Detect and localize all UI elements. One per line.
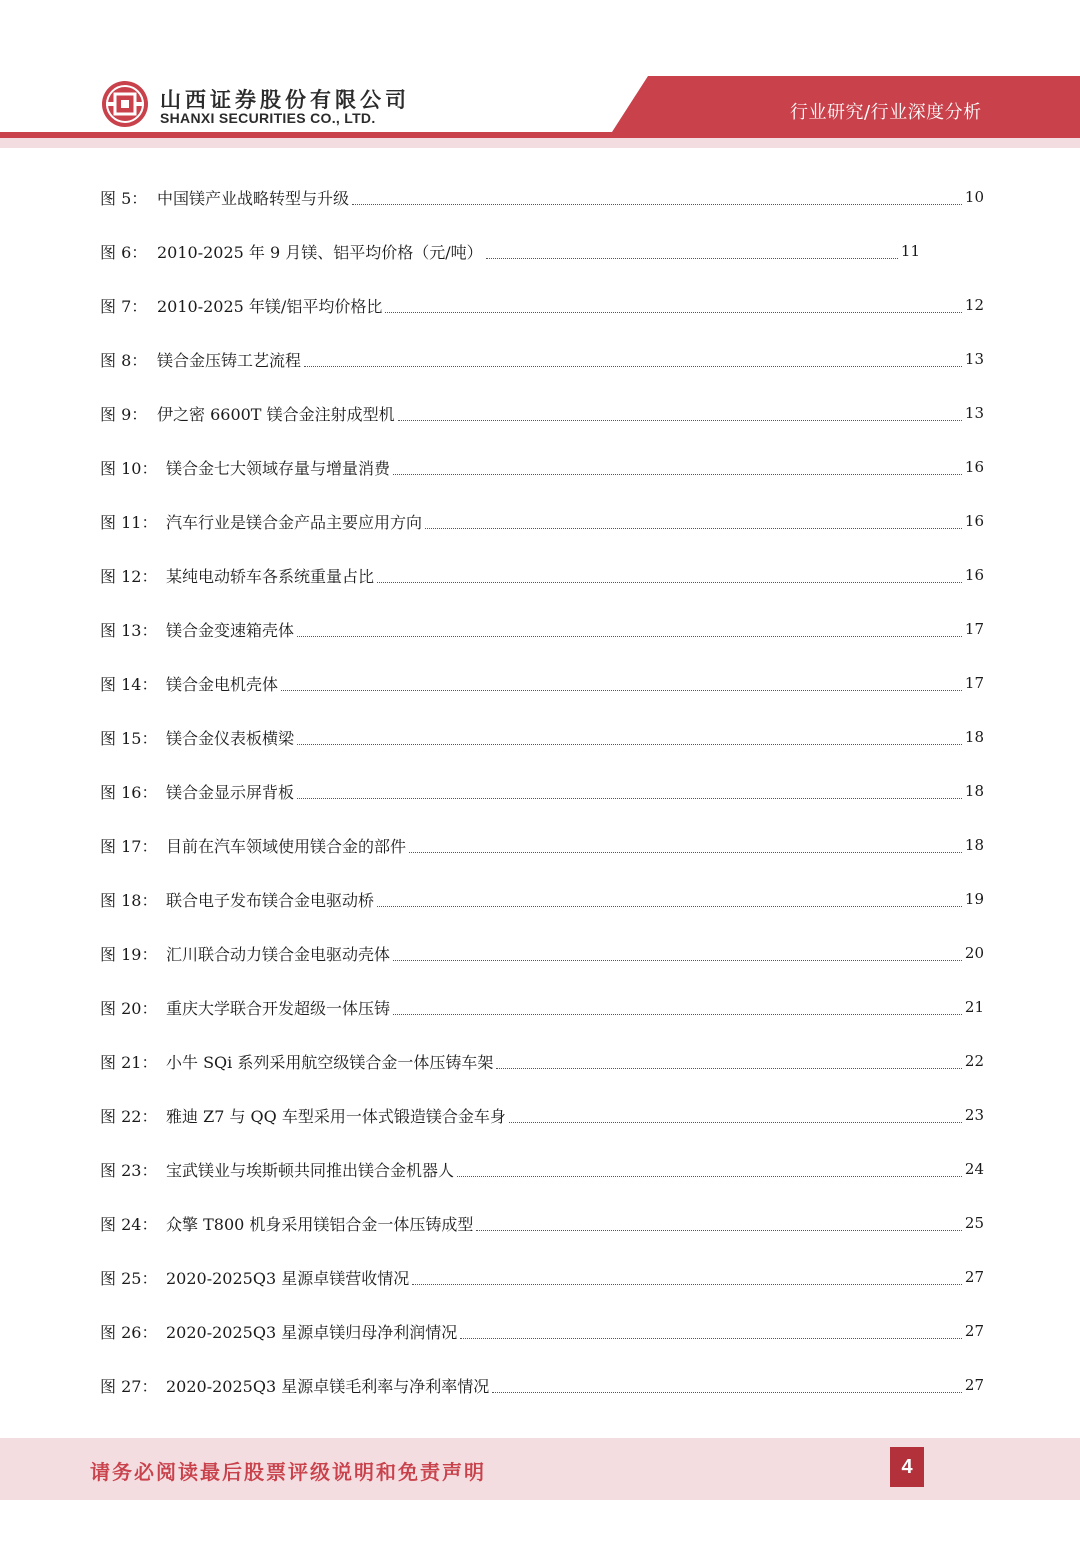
figure-number: 图 19： bbox=[100, 944, 158, 964]
figure-page-number: 13 bbox=[964, 350, 984, 368]
report-section-label: 行业研究/行业深度分析 bbox=[790, 102, 982, 123]
toc-entry[interactable] bbox=[100, 980, 984, 1034]
figure-page-number: 23 bbox=[964, 1106, 984, 1124]
figure-page-number: 18 bbox=[964, 836, 984, 854]
figure-page-number: 16 bbox=[964, 566, 984, 584]
toc-entry[interactable] bbox=[100, 1358, 984, 1412]
figure-page-number: 27 bbox=[964, 1322, 984, 1340]
figure-number: 图 24： bbox=[100, 1214, 158, 1234]
dot-leader bbox=[409, 840, 962, 853]
dot-leader bbox=[377, 570, 962, 583]
toc-entry[interactable] bbox=[100, 602, 984, 656]
figure-title: 雅迪 Z7 与 QQ 车型采用一体式锻造镁合金车身 bbox=[166, 1106, 506, 1126]
figure-page-number: 18 bbox=[964, 782, 984, 800]
toc-entry[interactable] bbox=[100, 1250, 984, 1304]
dot-leader bbox=[457, 1164, 962, 1177]
dot-leader bbox=[496, 1056, 962, 1069]
figure-list bbox=[100, 170, 984, 1412]
toc-entry[interactable] bbox=[100, 170, 984, 224]
figure-title: 镁合金变速箱壳体 bbox=[166, 620, 295, 640]
figure-number: 图 7： bbox=[100, 296, 148, 316]
dot-leader bbox=[509, 1110, 962, 1123]
toc-entry[interactable] bbox=[100, 710, 984, 764]
figure-title: 镁合金仪表板横梁 bbox=[166, 728, 295, 748]
figure-number: 图 12： bbox=[100, 566, 158, 586]
figure-page-number: 27 bbox=[964, 1268, 984, 1286]
figure-page-number: 20 bbox=[964, 944, 984, 962]
toc-entry[interactable] bbox=[100, 548, 984, 602]
dot-leader bbox=[297, 624, 962, 637]
figure-number: 图 25： bbox=[100, 1268, 158, 1288]
figure-page-number: 17 bbox=[964, 620, 984, 638]
figure-title: 重庆大学联合开发超级一体压铸 bbox=[166, 998, 391, 1018]
toc-entry[interactable] bbox=[100, 1304, 984, 1358]
figure-title: 镁合金七大领域存量与增量消费 bbox=[166, 458, 391, 478]
toc-entry[interactable] bbox=[100, 1142, 984, 1196]
figure-number: 图 17： bbox=[100, 836, 158, 856]
company-logo-icon bbox=[100, 79, 150, 129]
figure-page-number: 25 bbox=[964, 1214, 984, 1232]
dot-leader bbox=[297, 786, 962, 799]
figure-number: 图 13： bbox=[100, 620, 158, 640]
toc-entry[interactable] bbox=[100, 1196, 984, 1250]
figure-page-number: 24 bbox=[964, 1160, 984, 1178]
figure-page-number: 12 bbox=[964, 296, 984, 314]
dot-leader bbox=[385, 300, 962, 313]
dot-leader bbox=[476, 1218, 962, 1231]
figure-number: 图 14： bbox=[100, 674, 158, 694]
figure-number: 图 21： bbox=[100, 1052, 158, 1072]
figure-title: 众擎 T800 机身采用镁铝合金一体压铸成型 bbox=[166, 1214, 474, 1234]
dot-leader bbox=[377, 894, 962, 907]
figure-number: 图 23： bbox=[100, 1160, 158, 1180]
dot-leader bbox=[297, 732, 962, 745]
toc-entry[interactable] bbox=[100, 656, 984, 710]
dot-leader bbox=[486, 246, 898, 259]
figure-title: 联合电子发布镁合金电驱动桥 bbox=[166, 890, 375, 910]
figure-title: 镁合金显示屏背板 bbox=[166, 782, 295, 802]
figure-page-number: 16 bbox=[964, 458, 984, 476]
figure-number: 图 11： bbox=[100, 512, 158, 532]
dot-leader bbox=[281, 678, 962, 691]
figure-title: 2020-2025Q3 星源卓镁归母净利润情况 bbox=[166, 1322, 458, 1342]
figure-title: 镁合金电机壳体 bbox=[166, 674, 279, 694]
toc-entry[interactable] bbox=[100, 1034, 984, 1088]
toc-entry[interactable] bbox=[100, 818, 984, 872]
toc-entry[interactable] bbox=[100, 386, 984, 440]
figure-title: 目前在汽车领域使用镁合金的部件 bbox=[166, 836, 407, 856]
figure-title: 镁合金压铸工艺流程 bbox=[157, 350, 302, 370]
figure-number: 图 16： bbox=[100, 782, 158, 802]
figure-number: 图 8： bbox=[100, 350, 148, 370]
page-header bbox=[0, 0, 1080, 150]
figure-page-number: 17 bbox=[964, 674, 984, 692]
toc-entry[interactable] bbox=[100, 494, 984, 548]
page-number: 4 bbox=[890, 1447, 924, 1487]
company-name-cn: 山西证券股份有限公司 bbox=[160, 88, 410, 112]
disclaimer-text: 请务必阅读最后股票评级说明和免责声明 bbox=[90, 1460, 486, 1484]
figure-title: 2010-2025 年镁/铝平均价格比 bbox=[157, 296, 383, 316]
dot-leader bbox=[412, 1272, 962, 1285]
dot-leader bbox=[352, 192, 962, 205]
figure-page-number: 13 bbox=[964, 404, 984, 422]
dot-leader bbox=[304, 354, 962, 367]
figure-number: 图 15： bbox=[100, 728, 158, 748]
figure-number: 图 6： bbox=[100, 242, 148, 262]
dot-leader bbox=[393, 462, 962, 475]
figure-page-number: 16 bbox=[964, 512, 984, 530]
figure-number: 图 10： bbox=[100, 458, 158, 478]
toc-entry[interactable] bbox=[100, 872, 984, 926]
figure-page-number: 22 bbox=[964, 1052, 984, 1070]
figure-page-number: 21 bbox=[964, 998, 984, 1016]
dot-leader bbox=[492, 1380, 962, 1393]
company-name-en: SHANXI SECURITIES CO., LTD. bbox=[160, 110, 376, 126]
figure-title: 中国镁产业战略转型与升级 bbox=[157, 188, 350, 208]
figure-title: 2010-2025 年 9 月镁、铝平均价格（元/吨） bbox=[157, 242, 483, 262]
figure-number: 图 20： bbox=[100, 998, 158, 1018]
figure-number: 图 22： bbox=[100, 1106, 158, 1126]
header-band bbox=[0, 0, 1080, 150]
figure-title: 2020-2025Q3 星源卓镁营收情况 bbox=[166, 1268, 410, 1288]
toc-entry[interactable] bbox=[100, 1088, 984, 1142]
toc-entry[interactable] bbox=[100, 764, 984, 818]
figure-page-number: 27 bbox=[964, 1376, 984, 1394]
figure-title: 伊之密 6600T 镁合金注射成型机 bbox=[157, 404, 395, 424]
toc-entry[interactable] bbox=[100, 926, 984, 980]
figure-title: 小牛 SQi 系列采用航空级镁合金一体压铸车架 bbox=[166, 1052, 494, 1072]
figure-page-number: 11 bbox=[900, 242, 920, 260]
figure-title: 汇川联合动力镁合金电驱动壳体 bbox=[166, 944, 391, 964]
figure-number: 图 18： bbox=[100, 890, 158, 910]
figure-number: 图 27： bbox=[100, 1376, 158, 1396]
dot-leader bbox=[393, 948, 962, 961]
dot-leader bbox=[425, 516, 962, 529]
figure-title: 某纯电动轿车各系统重量占比 bbox=[166, 566, 375, 586]
dot-leader bbox=[393, 1002, 962, 1015]
figure-number: 图 5： bbox=[100, 188, 148, 208]
figure-page-number: 10 bbox=[964, 188, 984, 206]
toc-entry[interactable] bbox=[100, 278, 984, 332]
figure-page-number: 19 bbox=[964, 890, 984, 908]
figure-page-number: 18 bbox=[964, 728, 984, 746]
figure-title: 2020-2025Q3 星源卓镁毛利率与净利率情况 bbox=[166, 1376, 490, 1396]
figure-title: 宝武镁业与埃斯顿共同推出镁合金机器人 bbox=[166, 1160, 455, 1180]
figure-number: 图 9： bbox=[100, 404, 148, 424]
toc-entry[interactable] bbox=[100, 440, 984, 494]
toc-entry[interactable] bbox=[100, 332, 984, 386]
toc-entry[interactable] bbox=[100, 224, 920, 278]
figure-number: 图 26： bbox=[100, 1322, 158, 1342]
dot-leader bbox=[398, 408, 962, 421]
figure-title: 汽车行业是镁合金产品主要应用方向 bbox=[166, 512, 423, 532]
dot-leader bbox=[460, 1326, 962, 1339]
page-footer bbox=[0, 1438, 1080, 1500]
